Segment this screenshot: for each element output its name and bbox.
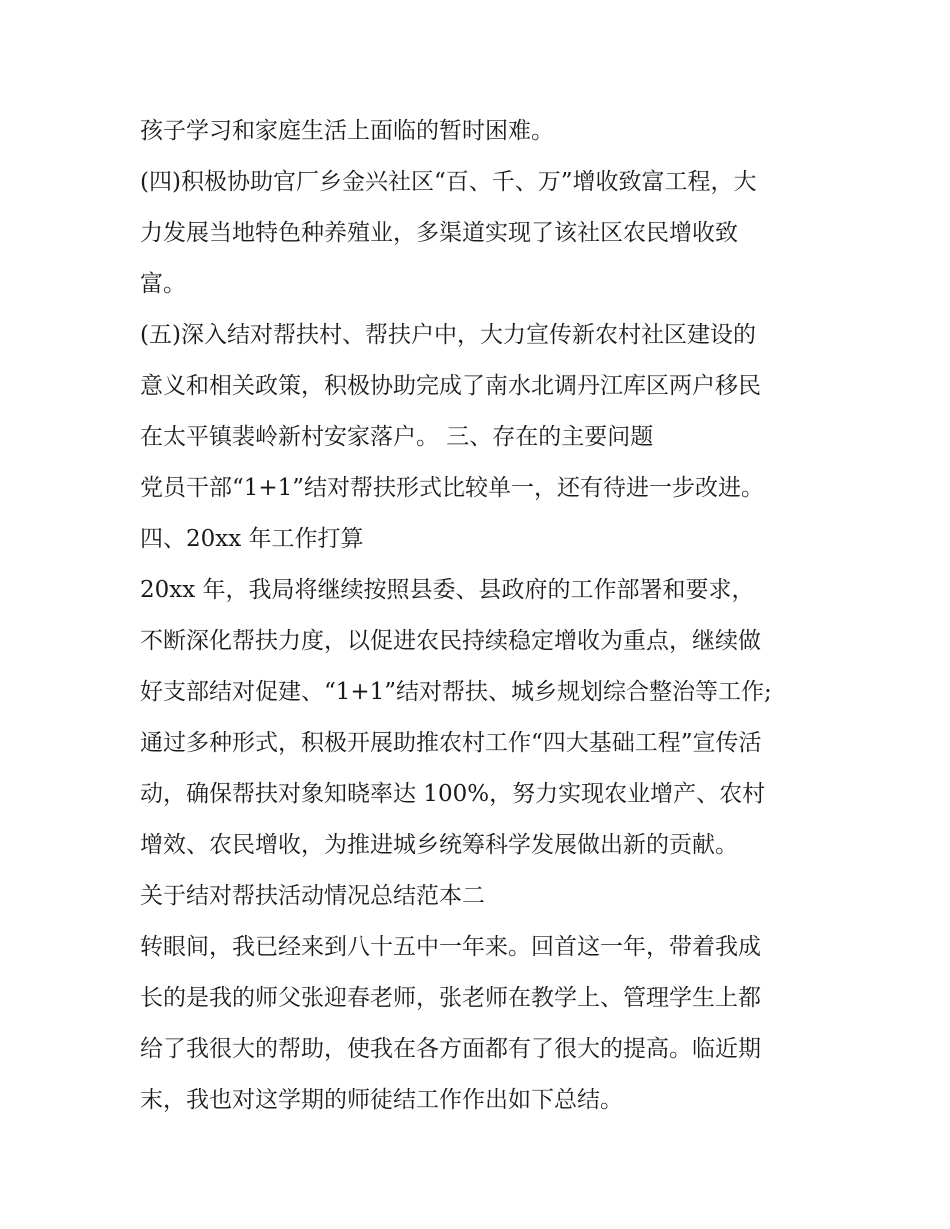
text-line: 富。 <box>140 271 186 297</box>
text-line: 转眼间，我已经来到八十五中一年来。回首这一年，带着我成 <box>140 934 761 960</box>
text-line: 孩子学习和家庭生活上面临的暂时困难。 <box>140 118 554 144</box>
text-line: 力发展当地特色种养殖业，多渠道实现了该社区农民增收致 <box>140 220 738 246</box>
text-line: 长的是我的师父张迎春老师，张老师在教学上、管理学生上都 <box>140 985 761 1011</box>
text-line: 通过多种形式，积极开展助推农村工作“四大基础工程”宣传活 <box>140 730 762 756</box>
text-line: 意义和相关政策，积极协助完成了南水北调丹江库区两户移民 <box>140 373 761 399</box>
text-line: 动，确保帮扶对象知晓率达 100%，努力实现农业增产、农村 <box>140 781 766 807</box>
text-line: 增效、农民增收，为推进城乡统筹科学发展做出新的贡献。 <box>140 832 738 858</box>
text-line: 20xx 年，我局将继续按照县委、县政府的工作部署和要求， <box>140 577 755 603</box>
text-line: 在太平镇裴岭新村安家落户。 三、存在的主要问题 <box>140 424 654 450</box>
text-line: 党员干部“1+1”结对帮扶形式比较单一，还有待进一步改进。 <box>140 475 765 501</box>
text-line: (五)深入结对帮扶村、帮扶户中，大力宣传新农村社区建设的 <box>140 322 756 348</box>
text-line: 好支部结对促建、“1+1”结对帮扶、城乡规划综合整治等工作; <box>140 679 772 705</box>
section-heading: 关于结对帮扶活动情况总结范本二 <box>140 883 485 909</box>
section-heading: 四、20xx 年工作打算 <box>140 526 364 552</box>
text-line: 不断深化帮扶力度，以促进农民持续稳定增收为重点，继续做 <box>140 628 761 654</box>
text-line: 末，我也对这学期的师徒结工作作出如下总结。 <box>140 1087 623 1113</box>
text-line: 给了我很大的帮助，使我在各方面都有了很大的提高。临近期 <box>140 1036 761 1062</box>
document-body <box>140 106 830 1126</box>
text-line: (四)积极协助官厂乡金兴社区“百、千、万”增收致富工程，大 <box>140 169 757 195</box>
